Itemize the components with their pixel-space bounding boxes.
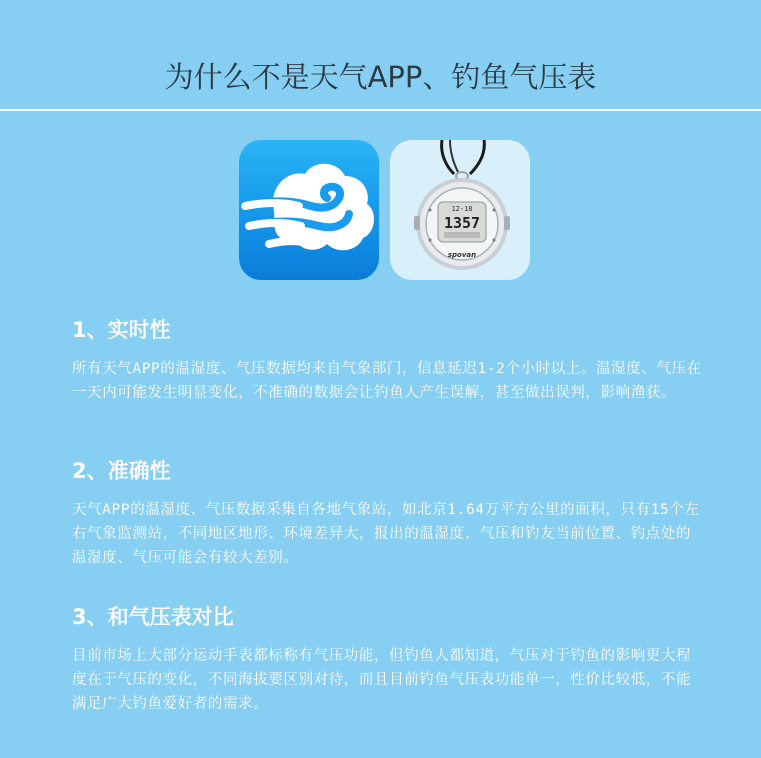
section-barometer-compare [72, 604, 702, 716]
page-title: 为什么不是天气APP、钓鱼气压表 [164, 60, 597, 95]
watch-date-readout: 12-18 [451, 205, 473, 213]
barometer-watch-image [390, 140, 530, 280]
watch-illustration [390, 140, 530, 280]
section-body: 目前市场上大部分运动手表都标称有气压功能，但钓鱼人都知道，气压对于钓鱼的影响更大程度在于气压的变化，不同海拔要区别对待，而且目前钓鱼气压表功能单一，性价比较低，不能满足广大钓鱼爱好者的需求。 [72, 648, 692, 712]
section-heading: 2、准确性 [72, 459, 171, 483]
section-body: 所有天气APP的温湿度、气压数据均来自气象部门，信息延迟1-2个小时以上。温湿度、气压在一天内可能发生明显变化，不准确的数据会让钓鱼人产生误解，甚至做出误判，影响渔获。 [72, 361, 702, 401]
cloud-wind-icon [239, 140, 379, 280]
header-divider [0, 109, 761, 111]
section-body: 天气APP的温湿度、气压数据采集自各地气象站，如北京1.64万平方公里的面积，只有15个左右气象监测站，不同地区地形、环境差异大，报出的温湿度、气压和钓友当前位置、钓点处的温湿度、气压可能会有较大差别。 [72, 502, 700, 566]
section-accuracy [72, 458, 702, 570]
page-header [0, 0, 761, 110]
section-heading: 3、和气压表对比 [72, 605, 234, 629]
watch-brand-label: spovan [447, 251, 477, 259]
weather-app-icon [239, 140, 379, 280]
section-heading: 1、实时性 [72, 318, 171, 342]
section-realtime [72, 317, 702, 405]
watch-time-readout: 1357 [443, 214, 481, 232]
